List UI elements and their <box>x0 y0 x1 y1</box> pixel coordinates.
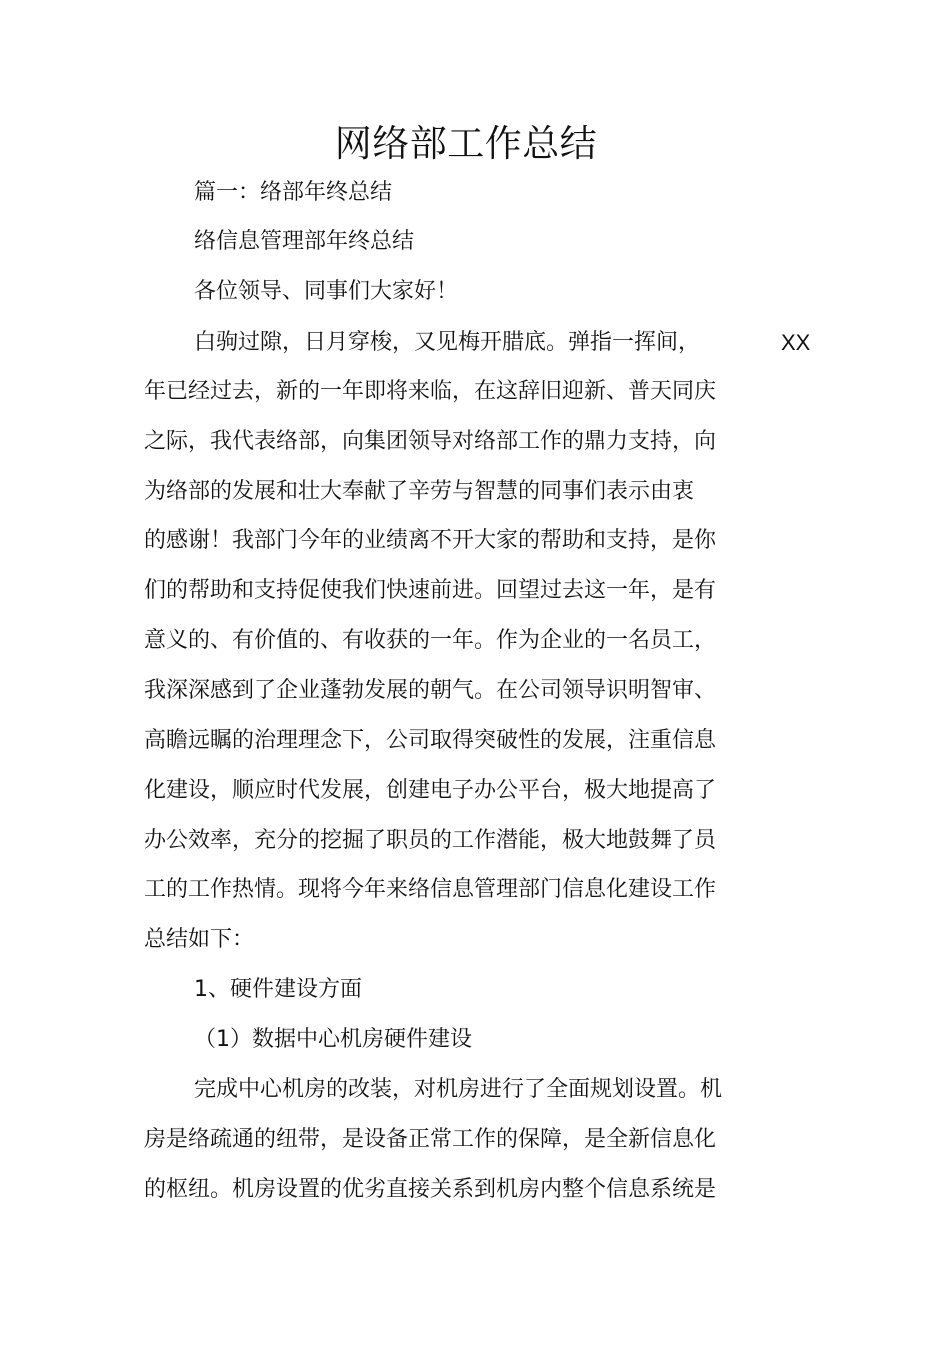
paragraph-line: 办公效率，充分的挖掘了职员的工作潜能，极大地鼓舞了员 <box>144 828 717 853</box>
paragraph-line: 高瞻远瞩的治理理念下，公司取得突破性的发展，注重信息 <box>144 728 717 753</box>
paragraph-line: 完成中心机房的改装，对机房进行了全面规划设置。机 <box>194 1077 723 1102</box>
paragraph-line: 化建设，顺应时代发展，创建电子办公平台，极大地提高了 <box>144 778 717 803</box>
paragraph-line: 意义的、有价值的、有收获的一年。作为企业的一名员工， <box>144 628 717 653</box>
year-placeholder: XX <box>781 330 811 355</box>
paragraph-line: 络信息管理部年终总结 <box>194 229 415 254</box>
paragraph-line: 工的工作热情。现将今年来络信息管理部门信息化建设工作 <box>144 877 717 902</box>
paragraph-line: 为络部的发展和壮大奉献了辛劳与智慧的同事们表示由衷 <box>144 479 695 504</box>
paragraph-line: 各位领导、同事们大家好！ <box>194 279 459 304</box>
paragraph-line: 我深深感到了企业蓬勃发展的朝气。在公司领导识明智审、 <box>144 678 717 703</box>
paragraph-line: 的感谢！我部门今年的业绩离不开大家的帮助和支持，是你 <box>144 528 717 553</box>
subsection-heading: （1）数据中心机房硬件建设 <box>194 1027 472 1052</box>
paragraph-line: 们的帮助和支持促使我们快速前进。回望过去这一年，是有 <box>144 578 717 603</box>
paragraph-line: 房是络疏通的纽带，是设备正常工作的保障，是全新信息化 <box>144 1127 717 1152</box>
document-title: 网络部工作总结 <box>334 122 598 165</box>
paragraph-line: 的枢纽。机房设置的优劣直接关系到机房内整个信息系统是 <box>144 1177 717 1202</box>
paragraph-line: 年已经过去，新的一年即将来临，在这辞旧迎新、普天同庆 <box>144 379 717 404</box>
paragraph-line: 篇一：络部年终总结 <box>194 180 393 205</box>
paragraph-line: 总结如下： <box>144 927 255 952</box>
paragraph-line: 白驹过隙，日月穿梭，又见梅开腊底。弹指一挥间， <box>194 330 701 355</box>
section-heading: 1、硬件建设方面 <box>194 977 362 1002</box>
paragraph-line: 之际，我代表络部，向集团领导对络部工作的鼎力支持，向 <box>144 429 717 454</box>
